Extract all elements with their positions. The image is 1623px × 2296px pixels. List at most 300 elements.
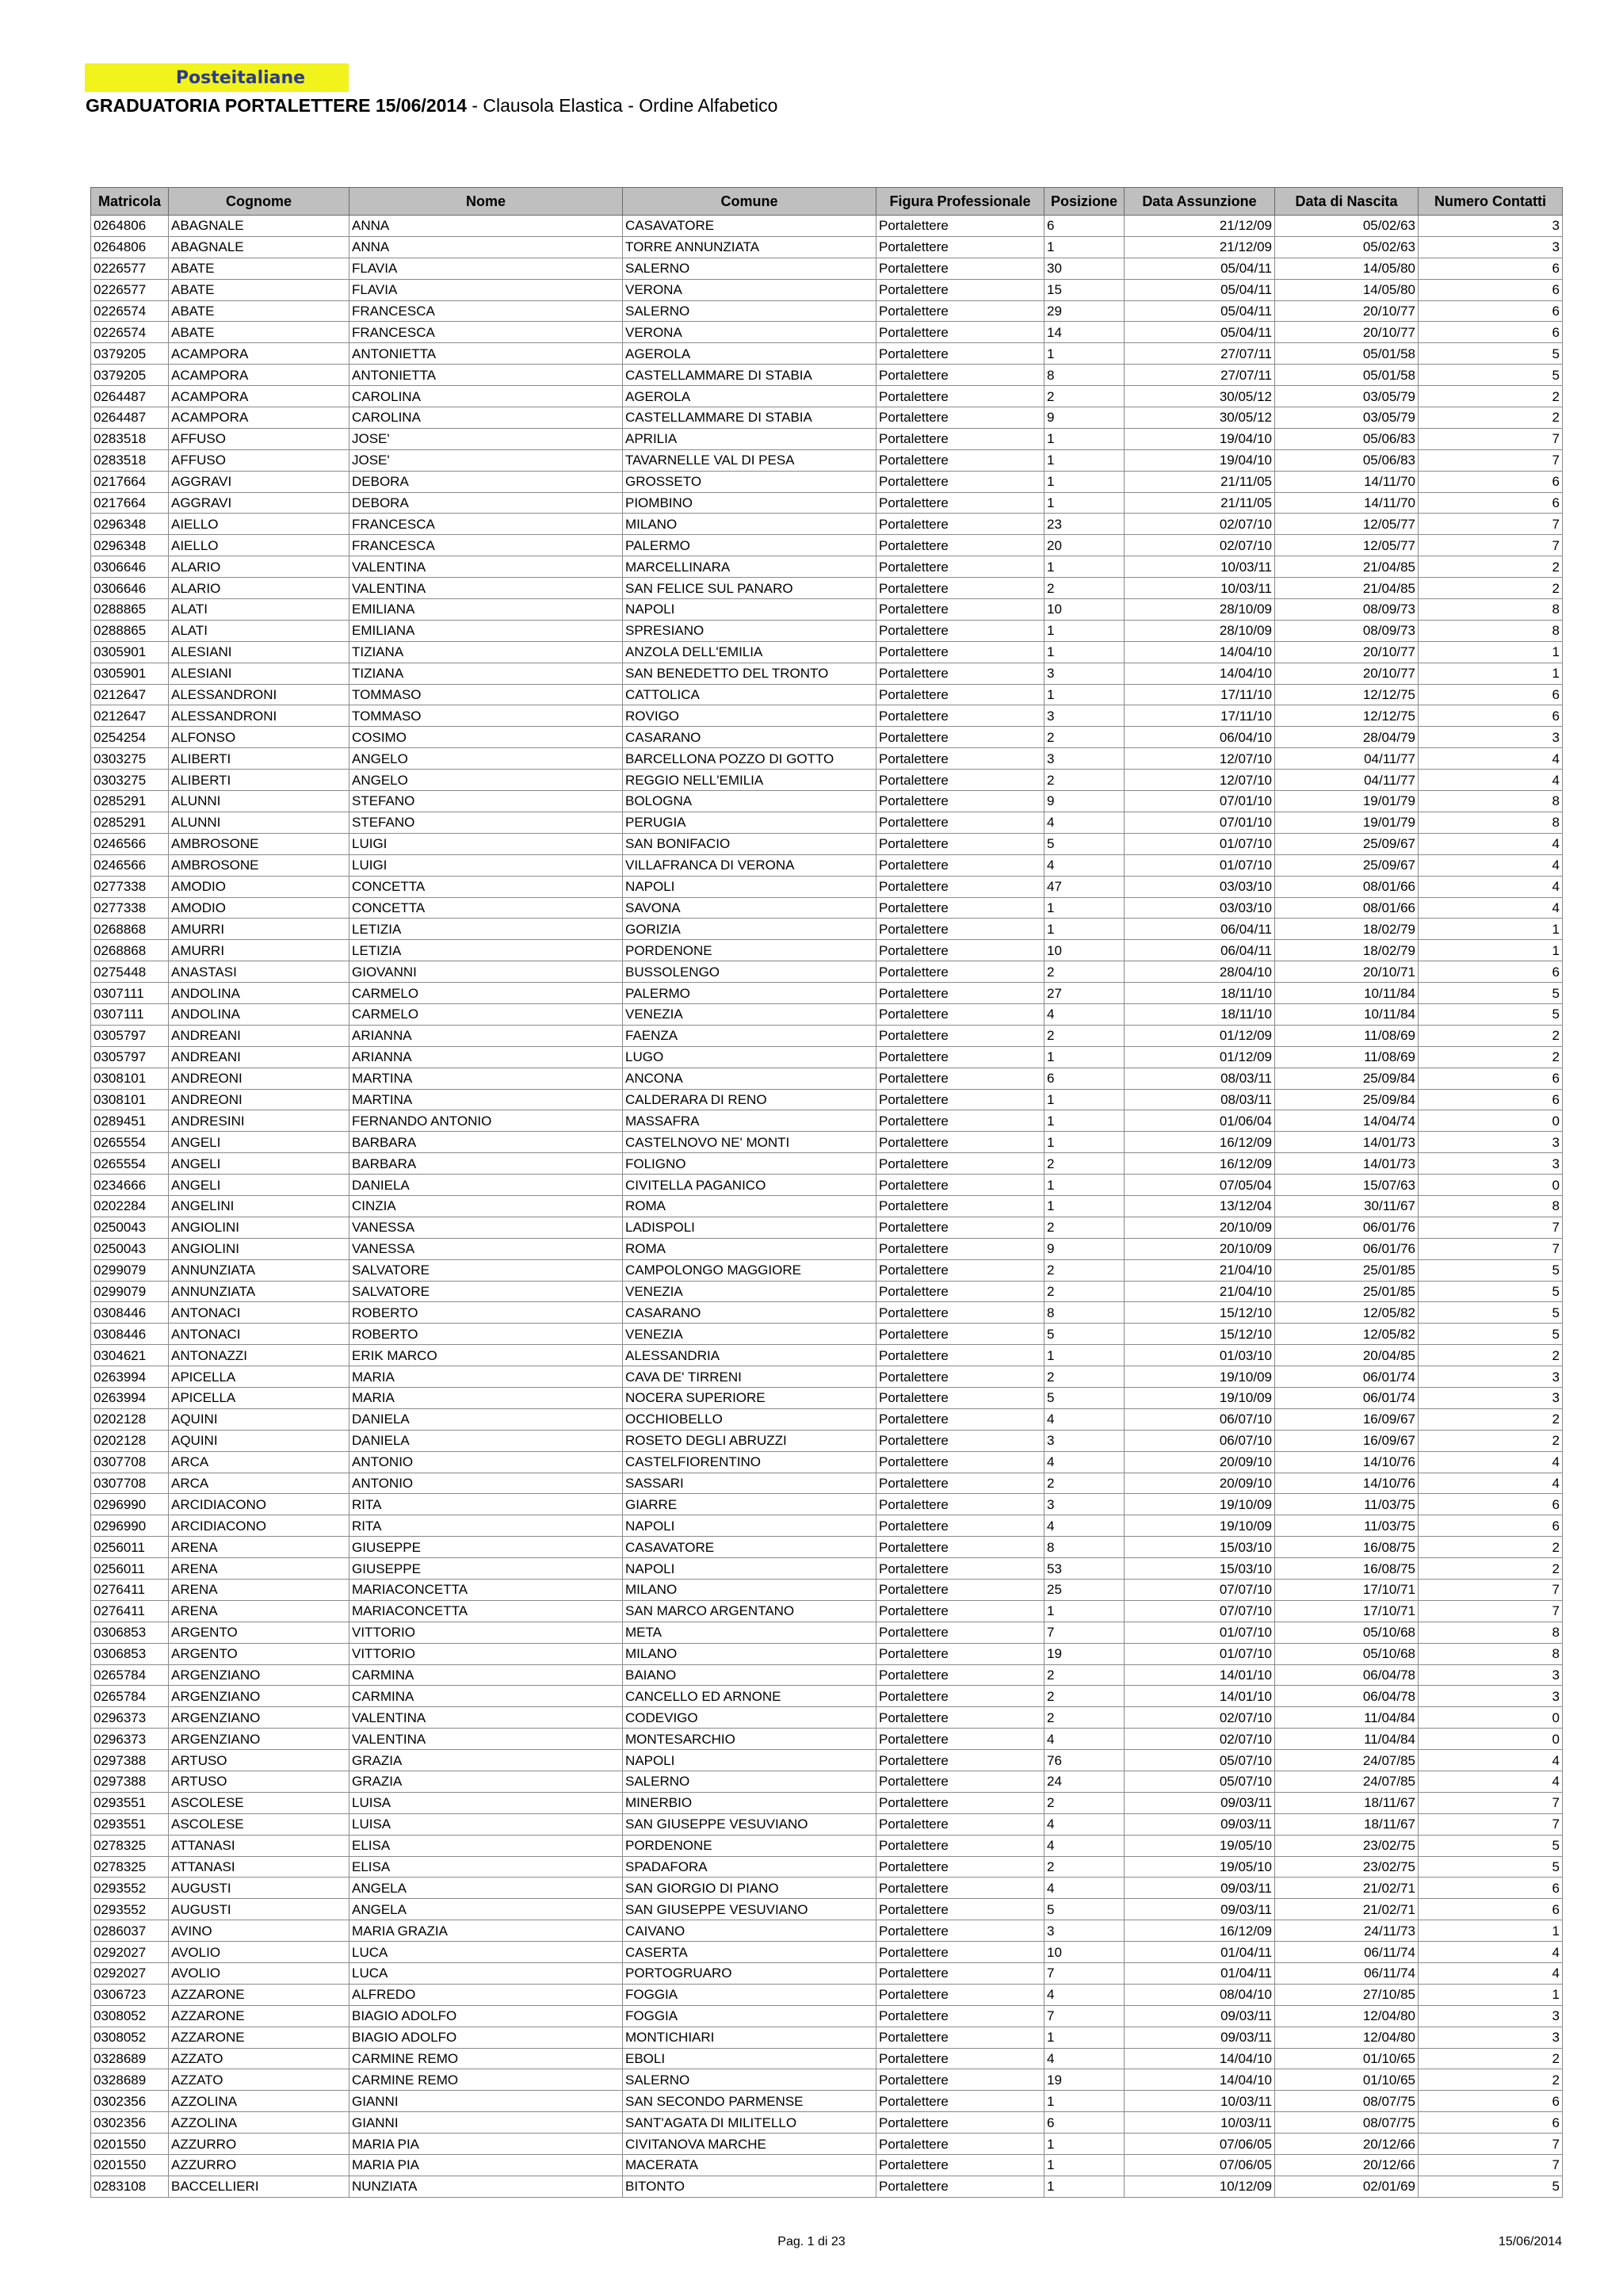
table-cell: LUIGI <box>349 833 623 854</box>
table-cell: 3 <box>1044 1430 1125 1451</box>
graduatoria-table <box>90 187 1563 2198</box>
table-cell: 5 <box>1419 2176 1563 2197</box>
table-cell: 7 <box>1419 449 1563 471</box>
table-cell: MINERBIO <box>623 1792 876 1813</box>
table-cell: ANCONA <box>623 1068 876 1089</box>
table-cell: 1 <box>1419 663 1563 684</box>
table-cell: 16/09/67 <box>1275 1430 1419 1451</box>
table-cell: 02/07/10 <box>1125 1729 1275 1750</box>
table-cell: TOMMASO <box>349 705 623 727</box>
table-cell: 3 <box>1419 2005 1563 2027</box>
table-cell: ANDOLINA <box>169 1003 349 1025</box>
table-cell: GIUSEPPE <box>349 1537 623 1558</box>
table-cell: 27/07/11 <box>1125 343 1275 365</box>
column-header: Figura Professionale <box>876 188 1044 216</box>
table-cell: 06/04/78 <box>1275 1686 1419 1707</box>
table-cell: 02/07/10 <box>1125 535 1275 556</box>
table-cell: 27/07/11 <box>1125 365 1275 386</box>
table-cell: 0264806 <box>91 236 169 258</box>
table-cell: 30/05/12 <box>1125 407 1275 429</box>
table-row <box>91 1473 1563 1494</box>
table-cell: ROBERTO <box>349 1324 623 1345</box>
table-cell: 21/12/09 <box>1125 216 1275 237</box>
table-cell: 7 <box>1044 2005 1125 2027</box>
table-cell: 25 <box>1044 1580 1125 1601</box>
table-cell: FERNANDO ANTONIO <box>349 1110 623 1132</box>
table-cell: GIUSEPPE <box>349 1558 623 1580</box>
table-cell: 24/07/85 <box>1275 1750 1419 1771</box>
table-cell: ALIBERTI <box>169 748 349 770</box>
table-cell: 18/11/10 <box>1125 1003 1275 1025</box>
table-cell: 2 <box>1044 1686 1125 1707</box>
table-cell: AGGRAVI <box>169 471 349 492</box>
table-row <box>91 961 1563 983</box>
table-cell: GIANNI <box>349 2112 623 2134</box>
table-cell: 4 <box>1419 833 1563 854</box>
table-row <box>91 1345 1563 1366</box>
table-row <box>91 1387 1563 1408</box>
table-cell: 01/07/10 <box>1125 833 1275 854</box>
table-cell: SAN MARCO ARGENTANO <box>623 1600 876 1622</box>
table-cell: 12/04/80 <box>1275 2005 1419 2027</box>
table-cell: 25/01/85 <box>1275 1281 1419 1302</box>
table-cell: 07/01/10 <box>1125 791 1275 812</box>
table-cell: Portalettere <box>876 1345 1044 1366</box>
table-cell: ABAGNALE <box>169 216 349 237</box>
table-cell: PERUGIA <box>623 812 876 833</box>
table-cell: 19/10/09 <box>1125 1515 1275 1537</box>
table-cell: 0250043 <box>91 1217 169 1238</box>
table-cell: AZZURRO <box>169 2155 349 2176</box>
table-cell: ARCA <box>169 1451 349 1473</box>
table-cell: 8 <box>1419 812 1563 833</box>
table-cell: 12/05/82 <box>1275 1302 1419 1324</box>
table-cell: Portalettere <box>876 1707 1044 1729</box>
table-cell: 8 <box>1044 1302 1125 1324</box>
table-cell: 0264487 <box>91 407 169 429</box>
table-cell: 2 <box>1044 770 1125 791</box>
table-cell: 3 <box>1419 2027 1563 2048</box>
table-cell: 19/10/09 <box>1125 1494 1275 1515</box>
table-cell: Portalettere <box>876 791 1044 812</box>
table-cell: JOSE' <box>349 449 623 471</box>
table-cell: 5 <box>1419 1835 1563 1856</box>
table-cell: Portalettere <box>876 1600 1044 1622</box>
table-cell: 1 <box>1044 1345 1125 1366</box>
table-cell: ALFONSO <box>169 727 349 748</box>
table-cell: 17/10/71 <box>1275 1600 1419 1622</box>
page-number: Pag. 1 di 23 <box>777 2235 846 2248</box>
table-row <box>91 1600 1563 1622</box>
table-cell: SALERNO <box>623 258 876 279</box>
table-cell: 1 <box>1044 897 1125 919</box>
table-cell: Portalettere <box>876 2027 1044 2048</box>
title-subtitle: - Clausola Elastica - Ordine Alfabetico <box>466 95 778 116</box>
table-cell: 0276411 <box>91 1600 169 1622</box>
table-cell: 19/05/10 <box>1125 1835 1275 1856</box>
table-cell: 30/05/12 <box>1125 386 1275 407</box>
table-row <box>91 1046 1563 1068</box>
table-cell: 19/01/79 <box>1275 791 1419 812</box>
table-cell: FRANCESCA <box>349 300 623 322</box>
table-row <box>91 386 1563 407</box>
table-cell: ANDREONI <box>169 1068 349 1089</box>
table-cell: ANTONIO <box>349 1451 623 1473</box>
table-cell: GIARRE <box>623 1494 876 1515</box>
table-cell: AZZARONE <box>169 2027 349 2048</box>
table-cell: ARIANNA <box>349 1046 623 1068</box>
table-cell: Portalettere <box>876 854 1044 876</box>
table-row <box>91 1175 1563 1196</box>
table-cell: 07/05/04 <box>1125 1175 1275 1196</box>
table-cell: ATTANASI <box>169 1856 349 1878</box>
table-cell: AMODIO <box>169 897 349 919</box>
table-cell: 3 <box>1419 1387 1563 1408</box>
table-cell: MONTICHIARI <box>623 2027 876 2048</box>
table-row <box>91 1899 1563 1920</box>
table-cell: 2 <box>1419 1408 1563 1430</box>
table-cell: AZZATO <box>169 2069 349 2091</box>
table-cell: Portalettere <box>876 343 1044 365</box>
table-cell: Portalettere <box>876 1324 1044 1345</box>
table-row <box>91 663 1563 684</box>
table-cell: Portalettere <box>876 705 1044 727</box>
table-cell: 4 <box>1419 876 1563 897</box>
table-cell: ABATE <box>169 258 349 279</box>
table-cell: LUIGI <box>349 854 623 876</box>
table-cell: 0283108 <box>91 2176 169 2197</box>
table-cell: 0246566 <box>91 833 169 854</box>
table-row <box>91 1366 1563 1388</box>
table-cell: 10/03/11 <box>1125 2112 1275 2134</box>
table-cell: 05/04/11 <box>1125 258 1275 279</box>
table-cell: 2 <box>1419 407 1563 429</box>
table-cell: 6 <box>1419 1878 1563 1899</box>
table-cell: 24 <box>1044 1771 1125 1793</box>
table-cell: 4 <box>1044 1003 1125 1025</box>
table-cell: Portalettere <box>876 514 1044 535</box>
table-cell: 0288865 <box>91 620 169 641</box>
table-cell: 7 <box>1419 2134 1563 2155</box>
table-cell: 20/12/66 <box>1275 2134 1419 2155</box>
table-cell: Portalettere <box>876 2176 1044 2197</box>
table-row <box>91 1792 1563 1813</box>
column-header: Data Assunzione <box>1125 188 1275 216</box>
table-cell: 21/04/10 <box>1125 1281 1275 1302</box>
table-cell: 3 <box>1419 1664 1563 1686</box>
table-cell: 7 <box>1419 1600 1563 1622</box>
table-cell: ALATI <box>169 620 349 641</box>
table-cell: Portalettere <box>876 2134 1044 2155</box>
table-cell: ERIK MARCO <box>349 1345 623 1366</box>
table-cell: 05/01/58 <box>1275 365 1419 386</box>
table-cell: BUSSOLENGO <box>623 961 876 983</box>
table-cell: AZZURRO <box>169 2134 349 2155</box>
table-cell: Portalettere <box>876 876 1044 897</box>
table-cell: 76 <box>1044 1750 1125 1771</box>
table-cell: CARMINA <box>349 1664 623 1686</box>
table-cell: 0226577 <box>91 258 169 279</box>
table-cell: 14/04/10 <box>1125 2069 1275 2091</box>
table-cell: 05/07/10 <box>1125 1750 1275 1771</box>
table-cell: ELISA <box>349 1856 623 1878</box>
table-row <box>91 940 1563 961</box>
table-cell: Portalettere <box>876 833 1044 854</box>
table-cell: SALERNO <box>623 2069 876 2091</box>
table-row <box>91 1302 1563 1324</box>
table-cell: 01/07/10 <box>1125 1622 1275 1643</box>
table-cell: 13/12/04 <box>1125 1195 1275 1217</box>
table-cell: RITA <box>349 1515 623 1537</box>
table-cell: TORRE ANNUNZIATA <box>623 236 876 258</box>
table-cell: MONTESARCHIO <box>623 1729 876 1750</box>
table-cell: 2 <box>1044 1856 1125 1878</box>
table-cell: 4 <box>1044 2048 1125 2069</box>
table-row <box>91 854 1563 876</box>
table-cell: 7 <box>1419 1238 1563 1259</box>
table-cell: APICELLA <box>169 1387 349 1408</box>
table-cell: MARIACONCETTA <box>349 1580 623 1601</box>
table-cell: 3 <box>1419 236 1563 258</box>
table-cell: 1 <box>1044 1132 1125 1153</box>
table-cell: 11/08/69 <box>1275 1025 1419 1046</box>
table-cell: Portalettere <box>876 1110 1044 1132</box>
table-cell: 0307111 <box>91 983 169 1004</box>
table-cell: CASERTA <box>623 1942 876 1963</box>
table-cell: Portalettere <box>876 236 1044 258</box>
table-cell: 01/03/10 <box>1125 1345 1275 1366</box>
table-cell: ROMA <box>623 1238 876 1259</box>
table-cell: LETIZIA <box>349 919 623 940</box>
table-cell: OCCHIOBELLO <box>623 1408 876 1430</box>
table-cell: SAN GIORGIO DI PIANO <box>623 1878 876 1899</box>
table-cell: 20/04/85 <box>1275 1345 1419 1366</box>
table-cell: 10/12/09 <box>1125 2176 1275 2197</box>
table-cell: 05/06/83 <box>1275 428 1419 449</box>
table-cell: 2 <box>1044 1664 1125 1686</box>
table-cell: 2 <box>1044 386 1125 407</box>
table-cell: 20/10/77 <box>1275 300 1419 322</box>
table-cell: 15/12/10 <box>1125 1302 1275 1324</box>
table-cell: Portalettere <box>876 1984 1044 2005</box>
table-body <box>91 216 1563 2198</box>
table-cell: ELISA <box>349 1835 623 1856</box>
table-cell: 0 <box>1419 1110 1563 1132</box>
table-cell: ABATE <box>169 322 349 343</box>
table-cell: 16/08/75 <box>1275 1537 1419 1558</box>
table-cell: GIOVANNI <box>349 961 623 983</box>
table-cell: TAVARNELLE VAL DI PESA <box>623 449 876 471</box>
table-cell: 16/09/67 <box>1275 1408 1419 1430</box>
table-row <box>91 1856 1563 1878</box>
table-row <box>91 641 1563 663</box>
table-cell: 01/07/10 <box>1125 1643 1275 1664</box>
table-cell: CIVITELLA PAGANICO <box>623 1175 876 1196</box>
table-row <box>91 1068 1563 1089</box>
table-cell: Portalettere <box>876 1153 1044 1175</box>
table-cell: 1 <box>1044 492 1125 514</box>
table-cell: 0212647 <box>91 684 169 705</box>
table-cell: FLAVIA <box>349 258 623 279</box>
table-cell: Portalettere <box>876 812 1044 833</box>
table-cell: ARENA <box>169 1580 349 1601</box>
table-cell: AVINO <box>169 1920 349 1942</box>
table-cell: EMILIANA <box>349 620 623 641</box>
table-cell: ALESIANI <box>169 641 349 663</box>
table-cell: DANIELA <box>349 1175 623 1196</box>
table-row <box>91 599 1563 621</box>
table-cell: 0256011 <box>91 1558 169 1580</box>
table-cell: 08/09/73 <box>1275 620 1419 641</box>
table-cell: 7 <box>1419 2155 1563 2176</box>
table-cell: 0285291 <box>91 791 169 812</box>
table-cell: 04/11/77 <box>1275 748 1419 770</box>
table-cell: 0202128 <box>91 1408 169 1430</box>
table-cell: SASSARI <box>623 1473 876 1494</box>
table-row <box>91 1025 1563 1046</box>
table-cell: CINZIA <box>349 1195 623 1217</box>
table-cell: GORIZIA <box>623 919 876 940</box>
table-cell: 05/07/10 <box>1125 1771 1275 1793</box>
table-cell: ALUNNI <box>169 791 349 812</box>
table-cell: ROVIGO <box>623 705 876 727</box>
table-cell: AQUINI <box>169 1408 349 1430</box>
table-row <box>91 279 1563 300</box>
table-cell: 0304621 <box>91 1345 169 1366</box>
table-row <box>91 1580 1563 1601</box>
table-cell: Portalettere <box>876 2048 1044 2069</box>
table-cell: 01/12/09 <box>1125 1025 1275 1046</box>
table-cell: Portalettere <box>876 2069 1044 2091</box>
table-cell: MILANO <box>623 1580 876 1601</box>
table-cell: 6 <box>1419 705 1563 727</box>
table-cell: 0288865 <box>91 599 169 621</box>
table-cell: 0276411 <box>91 1580 169 1601</box>
table-cell: 4 <box>1419 1963 1563 1985</box>
table-cell: 14/05/80 <box>1275 258 1419 279</box>
table-cell: 3 <box>1419 1153 1563 1175</box>
table-cell: 14/10/76 <box>1275 1473 1419 1494</box>
table-cell: 01/06/04 <box>1125 1110 1275 1132</box>
table-cell: 1 <box>1044 236 1125 258</box>
table-cell: 27 <box>1044 983 1125 1004</box>
table-cell: 21/12/09 <box>1125 236 1275 258</box>
table-row <box>91 2176 1563 2197</box>
table-cell: ARGENZIANO <box>169 1664 349 1686</box>
table-cell: Portalettere <box>876 919 1044 940</box>
table-cell: DANIELA <box>349 1430 623 1451</box>
table-cell: 0283518 <box>91 428 169 449</box>
table-cell: ABAGNALE <box>169 236 349 258</box>
table-cell: Portalettere <box>876 1387 1044 1408</box>
table-cell: RITA <box>349 1494 623 1515</box>
table-cell: MARTINA <box>349 1089 623 1110</box>
table-cell: 18/02/79 <box>1275 919 1419 940</box>
table-cell: 5 <box>1419 1281 1563 1302</box>
table-cell: Portalettere <box>876 1729 1044 1750</box>
table-cell: 2 <box>1044 1259 1125 1281</box>
table-cell: EBOLI <box>623 2048 876 2069</box>
table-cell: 14/04/10 <box>1125 641 1275 663</box>
table-cell: SAN SECONDO PARMENSE <box>623 2091 876 2112</box>
table-cell: 0201550 <box>91 2134 169 2155</box>
table-cell: 2 <box>1044 961 1125 983</box>
table-cell: ALATI <box>169 599 349 621</box>
table-cell: 0306853 <box>91 1622 169 1643</box>
table-cell: Portalettere <box>876 1195 1044 1217</box>
table-cell: 3 <box>1419 216 1563 237</box>
table-cell: 0308052 <box>91 2027 169 2048</box>
table-cell: 21/04/85 <box>1275 578 1419 599</box>
table-cell: CARMINA <box>349 1686 623 1707</box>
table-cell: Portalettere <box>876 365 1044 386</box>
table-cell: Portalettere <box>876 1813 1044 1835</box>
table-cell: 2 <box>1419 1046 1563 1068</box>
table-row <box>91 1963 1563 1985</box>
table-cell: Portalettere <box>876 578 1044 599</box>
table-cell: 9 <box>1044 791 1125 812</box>
table-cell: ALARIO <box>169 556 349 578</box>
table-cell: TOMMASO <box>349 684 623 705</box>
table-cell: ANDREONI <box>169 1089 349 1110</box>
table-cell: 23/02/75 <box>1275 1856 1419 1878</box>
table-cell: 01/10/65 <box>1275 2048 1419 2069</box>
table-cell: 08/07/75 <box>1275 2091 1419 2112</box>
table-cell: 18/02/79 <box>1275 940 1419 961</box>
table-cell: ANTONIETTA <box>349 365 623 386</box>
table-cell: ANGELA <box>349 1878 623 1899</box>
table-cell: FLAVIA <box>349 279 623 300</box>
table-cell: 07/07/10 <box>1125 1600 1275 1622</box>
table-cell: ANTONIETTA <box>349 343 623 365</box>
table-cell: AGEROLA <box>623 343 876 365</box>
table-cell: 15/03/10 <box>1125 1537 1275 1558</box>
table-cell: 1 <box>1044 471 1125 492</box>
table-cell: 0296348 <box>91 535 169 556</box>
table-cell: ANGELINI <box>169 1195 349 1217</box>
table-cell: 1 <box>1044 2091 1125 2112</box>
table-cell: ALESSANDRONI <box>169 705 349 727</box>
table-cell: MARIA <box>349 1366 623 1388</box>
table-cell: 08/07/75 <box>1275 2112 1419 2134</box>
table-row <box>91 919 1563 940</box>
table-cell: 17/10/71 <box>1275 1580 1419 1601</box>
table-cell: 06/01/74 <box>1275 1366 1419 1388</box>
table-cell: 5 <box>1044 1324 1125 1345</box>
table-cell: STEFANO <box>349 791 623 812</box>
table-cell: 25/09/67 <box>1275 833 1419 854</box>
table-cell: GRAZIA <box>349 1750 623 1771</box>
table-cell: 0277338 <box>91 897 169 919</box>
table-cell: 6 <box>1419 492 1563 514</box>
table-cell: 1 <box>1419 641 1563 663</box>
table-cell: 0302356 <box>91 2112 169 2134</box>
table-cell: 12/05/82 <box>1275 1324 1419 1345</box>
table-cell: 05/02/63 <box>1275 236 1419 258</box>
table-cell: 20/10/09 <box>1125 1217 1275 1238</box>
table-cell: 14 <box>1044 322 1125 343</box>
table-cell: 21/11/05 <box>1125 492 1275 514</box>
table-cell: STEFANO <box>349 812 623 833</box>
table-row <box>91 514 1563 535</box>
table-cell: 1 <box>1419 919 1563 940</box>
table-cell: SPRESIANO <box>623 620 876 641</box>
table-cell: CASAVATORE <box>623 216 876 237</box>
table-row <box>91 1537 1563 1558</box>
table-cell: 5 <box>1419 1003 1563 1025</box>
table-cell: 4 <box>1419 897 1563 919</box>
table-cell: 0296373 <box>91 1707 169 1729</box>
